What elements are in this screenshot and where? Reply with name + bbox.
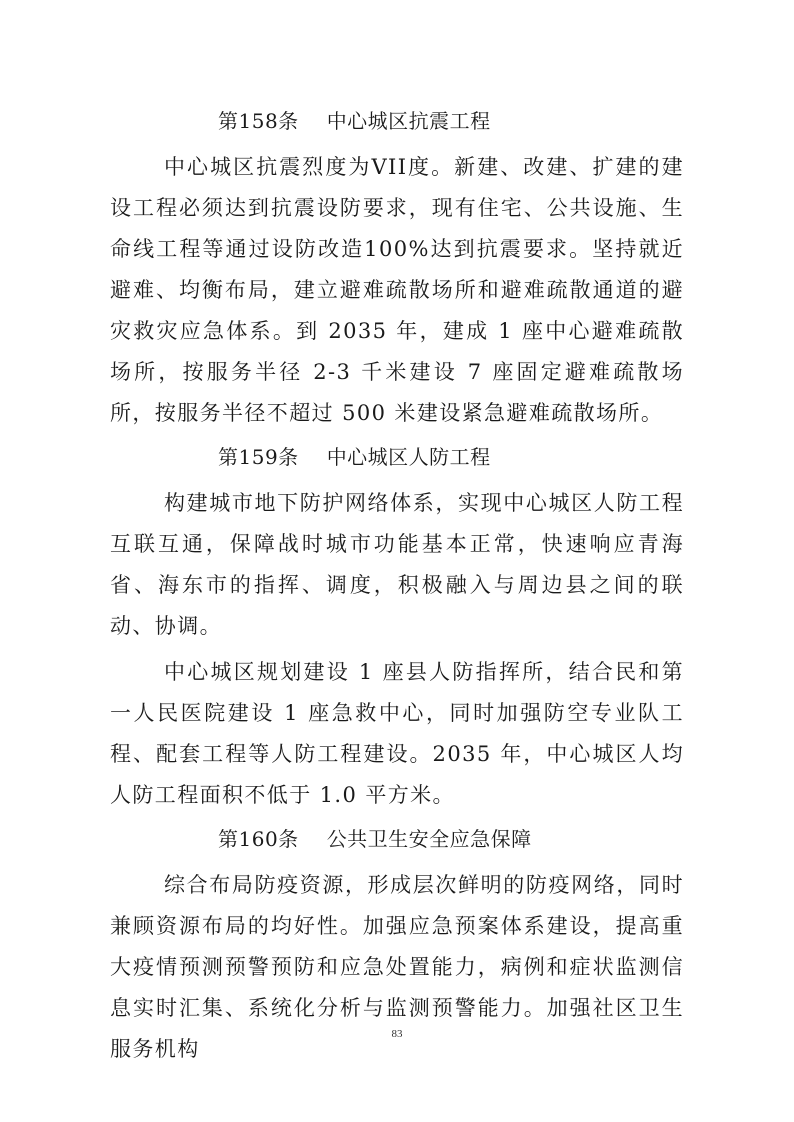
section-title: 中心城区人防工程 [326, 445, 491, 469]
section-159-paragraph-2: 中心城区规划建设 1 座县人防指挥所，结合民和第一人民医院建设 1 座急救中心，同时加强防空专业队工程、配套工程等人防工程建设。2035 年，中心城区人均人防工程面积不低于 1.0 平方米。 [110, 660, 684, 807]
document-body [110, 103, 684, 1075]
section-heading-160 [110, 821, 684, 857]
section-title: 公共卫生安全应急保障 [326, 827, 532, 851]
section-number: 第158条 [218, 109, 299, 133]
section-heading-159 [110, 439, 684, 475]
section-158-paragraph-1: 中心城区抗震烈度为VII度。新建、改建、扩建的建设工程必须达到抗震设防要求，现有住宅、公共设施、生命线工程等通过设防改造100%达到抗震要求。坚持就近避难、均衡布局，建立避难疏散场所和避难疏散通道的避灾救灾应急体系。到 2035 年，建成 1 座中心避难疏散场所，按服务半径 2-3 千米建设 7 座固定避难疏散场所，按服务半径不超过 500 米建设紧急避难疏散场所。 [110, 155, 684, 425]
section-159-paragraph-1: 构建城市地下防护网络体系，实现中心城区人防工程互联互通，保障战时城市功能基本正常，快速响应青海省、海东市的指挥、调度，积极融入与周边县之间的联动、协调。 [110, 491, 684, 638]
section-heading-158 [110, 103, 684, 139]
section-number: 第160条 [218, 827, 299, 851]
section-title: 中心城区抗震工程 [326, 109, 491, 133]
section-number: 第159条 [218, 445, 299, 469]
page-number: 83 [391, 1028, 403, 1040]
section-160-paragraph-1: 综合布局防疫资源，形成层次鲜明的防疫网络，同时兼顾资源布局的均好性。加强应急预案体系建设，提高重大疫情预测预警预防和应急处置能力，病例和症状监测信息实时汇集、系统化分析与监测预警能力。加强社区卫生服务机构 [110, 873, 684, 1061]
